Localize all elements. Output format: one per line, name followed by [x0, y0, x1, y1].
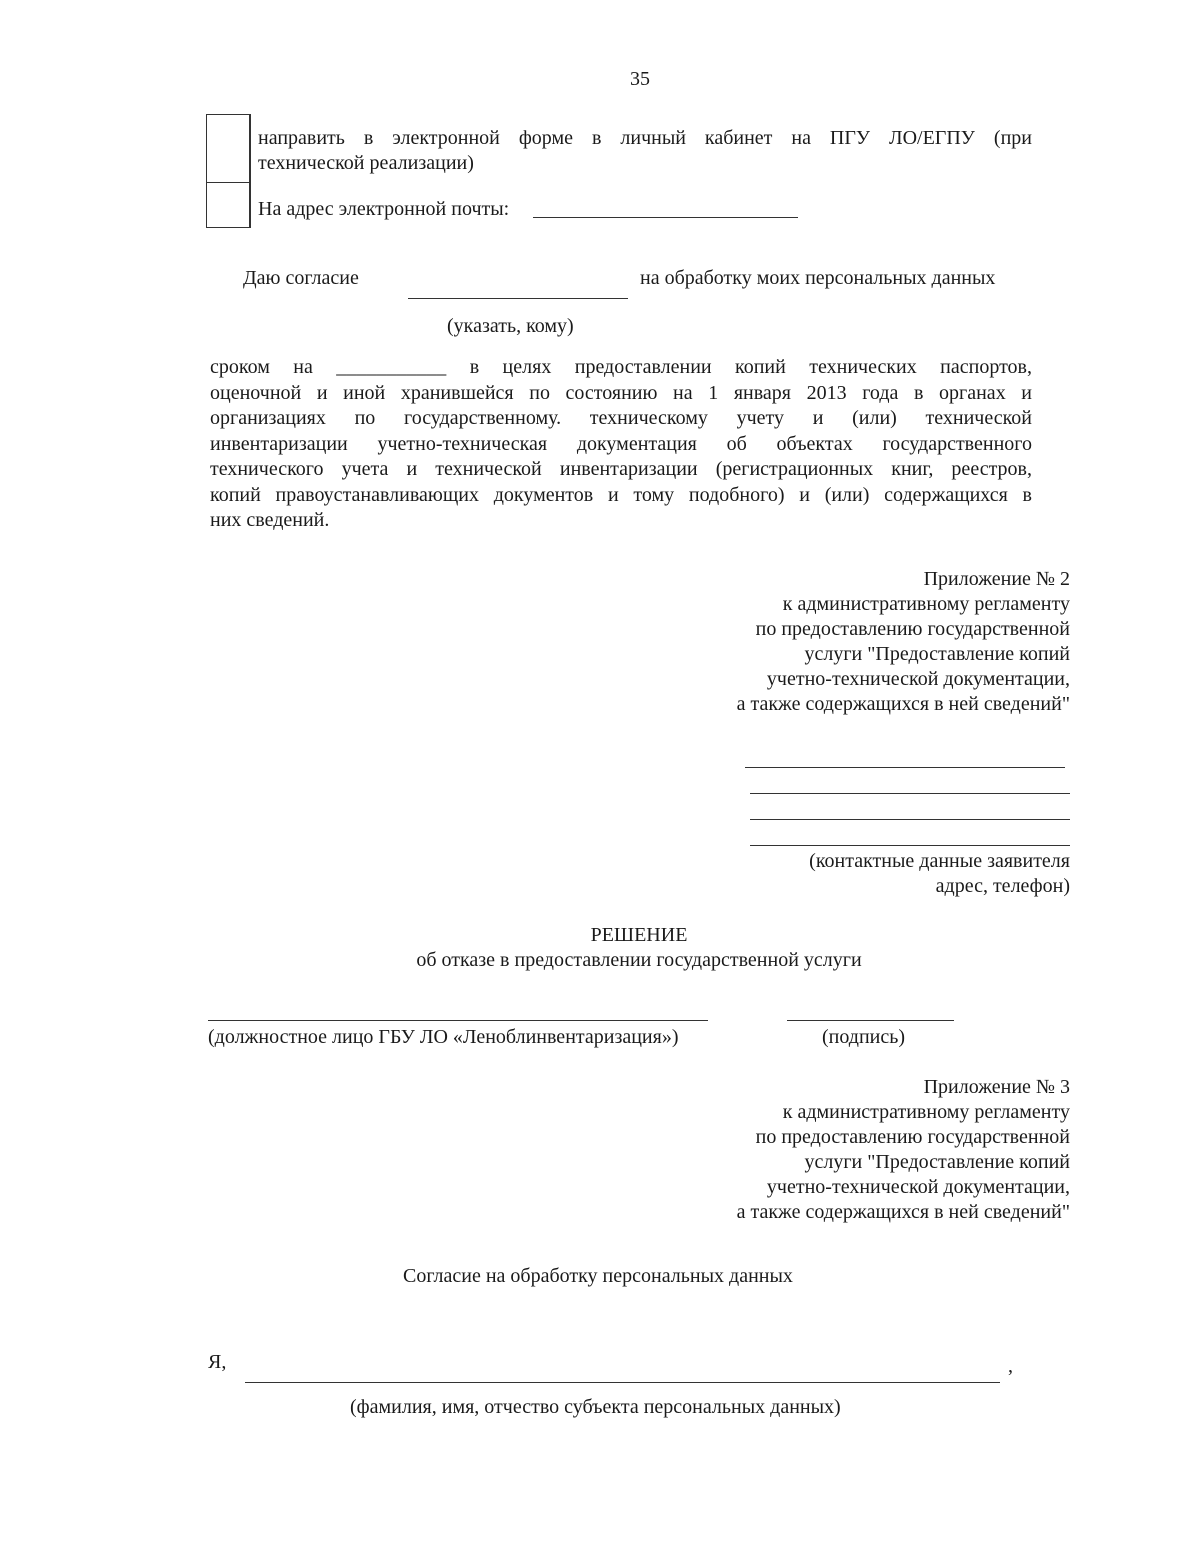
option-electronic-line1: направить в электронной форме в личный кабинет на ПГУ ЛО/ЕГПУ (при [258, 127, 1032, 149]
official-name-line[interactable] [208, 1020, 708, 1021]
appendix3-line: учетно-технической документации, [766, 1176, 1070, 1198]
appendix2-line: по предоставлению государственной [755, 618, 1070, 640]
appendix3-line: к административному регламенту [782, 1101, 1070, 1123]
checkbox-email[interactable] [206, 182, 250, 228]
subject-name-hint: (фамилия, имя, отчество субъекта персональных данных) [350, 1396, 841, 1418]
consent-line: сроком на ___________ в целях предоставлении копий технических паспортов, [210, 356, 1032, 378]
contact-line-4[interactable] [750, 845, 1070, 846]
appendix3-line: Приложение № 3 [923, 1076, 1070, 1098]
consent-line: технического учета и технической инвентаризации (регистрационных книг, реестров, [210, 458, 1032, 480]
contact-hint [700, 849, 1070, 899]
consent-line: инвентаризации учетно-техническая документация об объектах государственного [210, 432, 1032, 455]
consent-line: копий правоустанавливающих документов и тому подобного) и (или) содержащихся в [210, 483, 1032, 506]
hint-whom: (указать, кому) [447, 315, 574, 337]
appendix2-line: а также содержащихся в ней сведений" [736, 693, 1070, 715]
comma: , [1008, 1355, 1013, 1377]
contact-hint-line: адрес, телефон) [935, 875, 1070, 897]
consent-line: оценочной и иной хранившейся по состоянию на 1 января 2013 года в органах и [210, 381, 1032, 404]
official-label: (должностное лицо ГБУ ЛО «Леноблинвентаризация») [208, 1026, 679, 1048]
option-electronic-line2: технической реализации) [258, 152, 474, 174]
contact-line-2[interactable] [750, 793, 1070, 794]
contact-hint-line: (контактные данные заявителя [809, 850, 1070, 872]
i-label: Я, [208, 1351, 227, 1373]
appendix2-line: услуги "Предоставление копий [804, 643, 1070, 665]
appendix2-header [600, 567, 1070, 717]
appendix2-line: учетно-технической документации, [766, 668, 1070, 690]
consent-recipient-line[interactable] [408, 298, 628, 299]
appendix3-line: услуги "Предоставление копий [804, 1151, 1070, 1173]
decision-title: РЕШЕНИЕ [590, 924, 688, 946]
option-email-label: На адрес электронной почты: [258, 198, 510, 220]
decision-subtitle: об отказе в предоставлении государственной услуги [416, 949, 862, 971]
consent-title: Согласие на обработку персональных данных [403, 1265, 793, 1287]
consent-paragraph [210, 355, 1032, 534]
appendix3-line: по предоставлению государственной [755, 1126, 1070, 1148]
appendix3-line: а также содержащихся в ней сведений" [736, 1201, 1070, 1223]
appendix2-line: Приложение № 2 [923, 568, 1070, 590]
appendix3-header [600, 1075, 1070, 1225]
subject-name-line[interactable] [245, 1382, 1000, 1383]
consent-line: них сведений. [210, 509, 330, 531]
checkbox-electronic-cabinet[interactable] [206, 114, 250, 184]
appendix2-line: к административному регламенту [782, 593, 1070, 615]
signature-label: (подпись) [822, 1026, 906, 1048]
contact-line-1[interactable] [745, 767, 1065, 768]
checkbox-column-divider [250, 114, 251, 228]
give-consent-label: Даю согласие [243, 267, 359, 289]
to-processing-label: на обработку моих персональных данных [640, 267, 996, 289]
signature-line[interactable] [787, 1020, 954, 1021]
consent-line: организациях по государственному. техническому учету и (или) технической [210, 407, 1032, 429]
contact-line-3[interactable] [750, 819, 1070, 820]
page-number: 35 [630, 68, 650, 90]
email-input-line[interactable] [533, 217, 798, 218]
